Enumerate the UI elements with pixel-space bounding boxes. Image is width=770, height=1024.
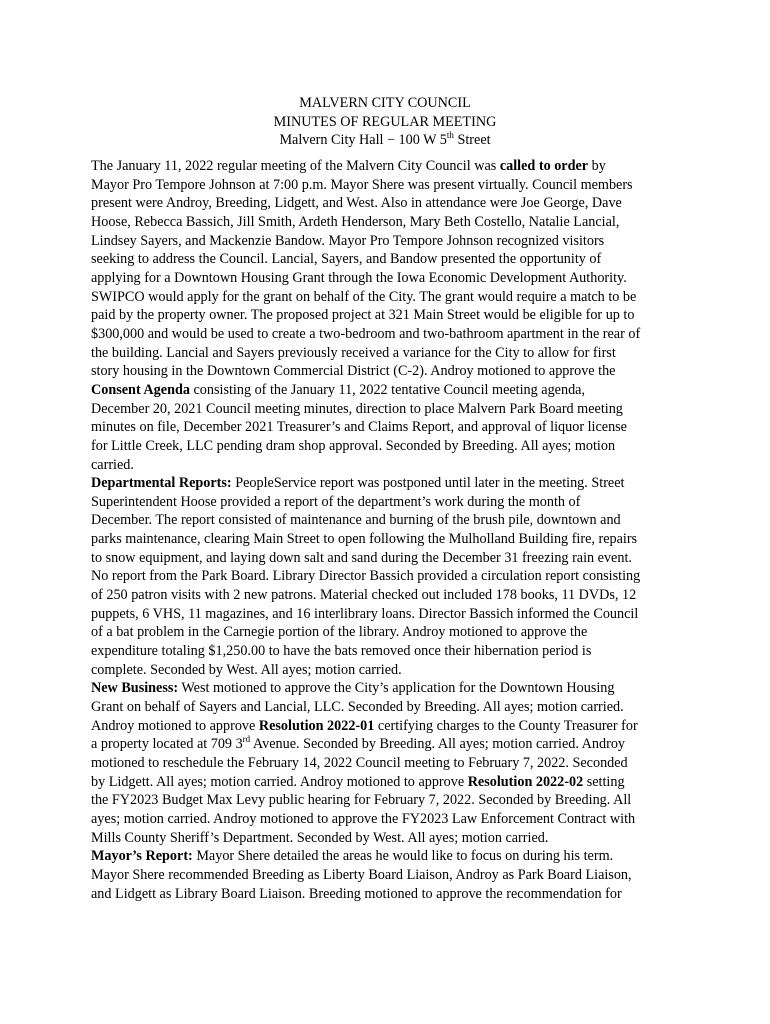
minutes-line bbox=[91, 549, 681, 568]
line-text: by Lidgett. All ayes; motion carried. Androy motioned to approve bbox=[91, 773, 468, 790]
minutes-line bbox=[91, 269, 681, 288]
line-text: Grant on behalf of Sayers and Lancial, LLC. Seconded by Breeding. All ayes; motion carried. bbox=[91, 699, 624, 716]
minutes-line bbox=[91, 511, 681, 530]
document-header bbox=[0, 94, 770, 150]
minutes-subtitle: MINUTES OF REGULAR MEETING bbox=[273, 113, 497, 130]
minutes-line bbox=[91, 885, 681, 904]
bold-heading-text: called to order bbox=[499, 158, 589, 174]
line-text: setting bbox=[583, 773, 625, 790]
line-text: Mayor Shere detailed the areas he would like to focus on during his term. bbox=[192, 848, 614, 865]
minutes-line bbox=[91, 325, 681, 344]
minutes-line bbox=[91, 493, 681, 512]
minutes-line bbox=[91, 791, 681, 810]
line-text: December. The report consisted of maintenance and burning of the brush pile, downtown and bbox=[91, 512, 621, 529]
line-text: for Little Creek, LLC pending dram shop approval. Seconded by Breeding. All ayes; motion bbox=[91, 437, 616, 454]
line-text: West motioned to approve the City’s application for the Downtown Housing bbox=[178, 680, 615, 697]
minutes-line bbox=[91, 661, 681, 680]
line-text: story housing in the Downtown Commercial District (C-2). Androy motioned to approve the bbox=[91, 363, 616, 380]
meeting-location bbox=[0, 131, 770, 150]
line-text: Androy motioned to approve bbox=[91, 717, 259, 734]
line-text: motioned to reschedule the February 14, 2022 Council meeting to February 7, 2022. Seconded bbox=[91, 755, 628, 771]
line-text: ayes; motion carried. Androy motioned to approve the FY2023 Law Enforcement Contract with bbox=[91, 810, 636, 827]
line-text: consisting of the January 11, 2022 tentative Council meeting agenda, bbox=[189, 381, 586, 398]
line-text: December 20, 2021 Council meeting minutes, direction to place Malvern Park Board meeting bbox=[91, 400, 623, 417]
location-superscript: th bbox=[446, 130, 454, 141]
line-text: of a bat problem in the Carnegie portion of the library. Androy motioned to approve the bbox=[91, 624, 588, 641]
minutes-line bbox=[91, 400, 681, 419]
minutes-line bbox=[91, 679, 681, 698]
line-text: Lindsey Sayers, and Mackenzie Bandow. Mayor Pro Tempore Johnson recognized visitors bbox=[91, 232, 605, 249]
minutes-line bbox=[91, 717, 681, 736]
minutes-line bbox=[91, 213, 681, 232]
location-text: Malvern City Hall − 100 W 5 bbox=[279, 132, 447, 149]
minutes-line bbox=[91, 605, 681, 624]
line-text: the FY2023 Budget Max Levy public hearing for February 7, 2022. Seconded by Breeding. All bbox=[91, 792, 632, 809]
minutes-line bbox=[91, 437, 681, 456]
bold-heading-text: Departmental Reports: bbox=[91, 475, 232, 492]
line-text: Mayor Pro Tempore Johnson at 7:00 p.m. Mayor Shere was present virtually. Council members bbox=[91, 176, 633, 193]
minutes-line bbox=[91, 586, 681, 605]
line-text: Avenue. Seconded by Breeding. All ayes; motion carried. Androy bbox=[250, 736, 626, 753]
minutes-line bbox=[91, 306, 681, 325]
line-text: a property located at 709 3 bbox=[91, 736, 243, 753]
minutes-line bbox=[91, 530, 681, 549]
minutes-line bbox=[91, 698, 681, 717]
line-text: carried. bbox=[91, 456, 134, 473]
minutes-line bbox=[91, 176, 681, 195]
minutes-line bbox=[91, 381, 681, 400]
line-text: No report from the Park Board. Library Director Bassich provided a circulation report consisting bbox=[91, 568, 641, 585]
minutes-body bbox=[91, 157, 681, 903]
minutes-line bbox=[91, 194, 681, 213]
minutes-line bbox=[91, 735, 681, 754]
minutes-line bbox=[91, 157, 681, 176]
council-title: MALVERN CITY COUNCIL bbox=[299, 95, 471, 111]
minutes-line bbox=[91, 344, 681, 363]
minutes-line bbox=[91, 418, 681, 437]
line-text: Superintendent Hoose provided a report of the department’s work during the month of bbox=[91, 493, 581, 510]
bold-heading-text: New Business: bbox=[91, 680, 179, 697]
minutes-line bbox=[91, 456, 681, 475]
line-text: expenditure totaling $1,250.00 to have the bats removed once their hibernation period is bbox=[91, 643, 592, 660]
line-text: parks maintenance, clearing Main Street to open following the Mulholland Building fire, repairs bbox=[91, 531, 638, 548]
line-text: paid by the property owner. The proposed project at 321 Main Street would be eligible for up to bbox=[91, 307, 635, 324]
line-text: the building. Lancial and Sayers previously received a variance for the City to allow for first bbox=[91, 344, 616, 361]
line-text: The January 11, 2022 regular meeting of the Malvern City Council was bbox=[91, 158, 500, 174]
line-text: SWIPCO would apply for the grant on behalf of the City. The grant would require a match to be bbox=[91, 288, 637, 305]
line-text: of 250 patron visits with 2 new patrons. Material checked out included 178 books, 11 DVDs, 12 bbox=[91, 587, 637, 604]
line-text: $300,000 and would be used to create a two-bedroom and two-bathroom apartment in the rear of bbox=[91, 325, 641, 342]
line-text: PeopleService report was postponed until later in the meeting. Street bbox=[231, 475, 625, 492]
line-text: minutes on file, December 2021 Treasurer’s and Claims Report, and approval of liquor license bbox=[91, 419, 627, 436]
location-text-end: Street bbox=[453, 132, 491, 149]
line-text: by bbox=[588, 158, 606, 174]
bold-heading-text: Mayor’s Report: bbox=[91, 848, 193, 865]
minutes-line bbox=[91, 232, 681, 251]
line-text: puppets, 6 VHS, 11 magazines, and 16 interlibrary loans. Director Bassich informed the Council bbox=[91, 605, 639, 622]
bold-heading-text: Resolution 2022-02 bbox=[467, 773, 584, 790]
bold-heading-text: Resolution 2022-01 bbox=[258, 717, 375, 734]
minutes-line bbox=[91, 623, 681, 642]
line-text: Mayor Shere recommended Breeding as Liberty Board Liaison, Androy as Park Board Liaison, bbox=[91, 866, 632, 883]
superscript-text: rd bbox=[242, 734, 251, 745]
minutes-line bbox=[91, 810, 681, 829]
minutes-line bbox=[91, 642, 681, 661]
line-text: certifying charges to the County Treasurer for bbox=[374, 717, 638, 734]
minutes-line bbox=[91, 829, 681, 848]
line-text: complete. Seconded by West. All ayes; motion carried. bbox=[91, 661, 402, 678]
minutes-line bbox=[91, 250, 681, 269]
line-text: applying for a Downtown Housing Grant through the Iowa Economic Development Authority. bbox=[91, 269, 627, 286]
minutes-line bbox=[91, 288, 681, 307]
line-text: and Lidgett as Library Board Liaison. Breeding motioned to approve the recommendation for bbox=[91, 885, 622, 902]
line-text: seeking to address the Council. Lancial, Sayers, and Bandow presented the opportunity of bbox=[91, 251, 602, 268]
minutes-line bbox=[91, 773, 681, 792]
line-text: Mills County Sheriff’s Department. Seconded by West. All ayes; motion carried. bbox=[91, 829, 549, 846]
line-text: present were Androy, Breeding, Lidgett, and West. Also in attendance were Joe George, Dave bbox=[91, 195, 622, 212]
minutes-line bbox=[91, 847, 681, 866]
minutes-line bbox=[91, 362, 681, 381]
bold-heading-text: Consent Agenda bbox=[91, 381, 190, 398]
line-text: Hoose, Rebecca Bassich, Jill Smith, Ardeth Henderson, Mary Beth Costello, Natalie Lancial, bbox=[91, 213, 620, 230]
minutes-line bbox=[91, 474, 681, 493]
minutes-line bbox=[91, 866, 681, 885]
line-text: to snow equipment, and laying down salt and sand during the December 31 freezing rain event. bbox=[91, 549, 632, 566]
minutes-line bbox=[91, 754, 681, 773]
minutes-line bbox=[91, 567, 681, 586]
